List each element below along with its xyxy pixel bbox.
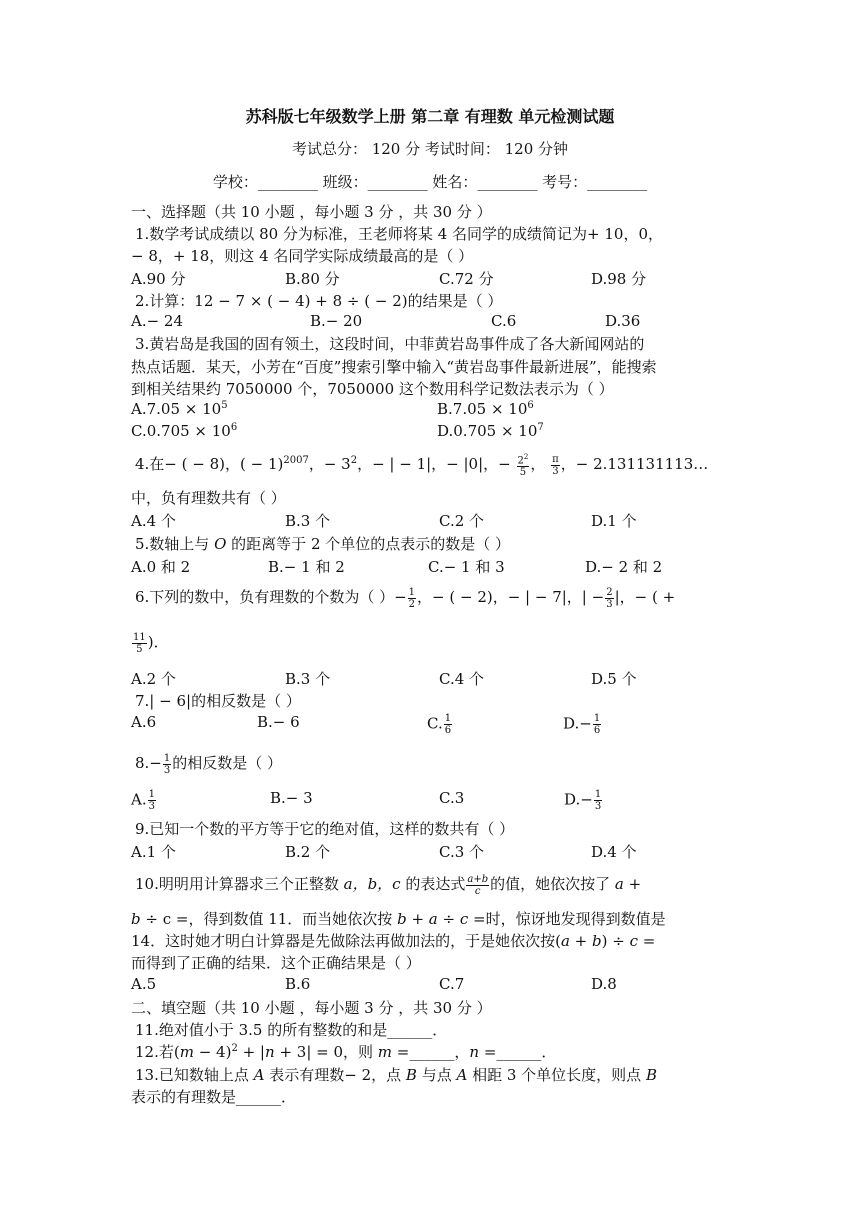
section-heading-choice: 一、选择题（共 10 小题 ，每小题 3 分 ，共 30 分 ） [131, 203, 492, 221]
fraction: $\frac{\pi}{3}$ [552, 453, 559, 477]
question-6: 6.下列的数中，负有理数的个数为（ ）− $\frac{1}{2}$ ，− ( − 2)，− | − 7|，| − $\frac{2}{3}$ |，− ( + [135, 586, 676, 610]
option-d: D.− $\frac{1}{3}$ [564, 789, 602, 812]
option-d: $D.0.705 \times 10^7$ [437, 422, 544, 440]
question-10-cont: b ÷ c =，得到数值 11．而当她依次按 b + a ÷ c =时，惊讶地发现得到数值是 [131, 910, 666, 928]
option-c: C.7 [439, 975, 465, 993]
option-b: B.− 1 和 2 [268, 558, 345, 576]
option-c: C.− 1 和 3 [428, 558, 505, 576]
fraction: $\frac{2}{3}$ [606, 586, 613, 610]
question-8: 8.− $\frac{1}{3}$ 的相反数是（ ） [135, 752, 283, 776]
question-10-cont2: 14．这时她才明白计算器是先做除法再做加法的，于是她依次按(a + b) ÷ c = [131, 932, 656, 950]
fraction: $\frac{1}{3}$ [148, 789, 155, 812]
question-12: 12.若$(m - 4)^2 + |n + 3| = 0$，则 m =______，n =______． [135, 1043, 557, 1061]
question-11: 11.绝对值小于 3.5 的所有整数的和是______． [135, 1021, 448, 1039]
option-b: B.− 6 [257, 713, 300, 731]
question-4: 4.在− ( − 8)，( − 1)$^{2007}$，− $3^2$，− | − 1|，− |0|，− $\frac{2^2}{5}$ ， $\frac{\pi}{3}$ ，− 2.131131113… [135, 453, 709, 479]
option-d: D.− 2 和 2 [585, 558, 663, 576]
fraction: $\frac{1}{3}$ [594, 789, 602, 812]
option-d: D.36 [605, 312, 641, 330]
option-c: C.2 个 [439, 512, 485, 530]
option-d: D.1 个 [591, 512, 637, 530]
option-d: D.4 个 [591, 843, 637, 861]
option-a: A.6 [131, 713, 157, 731]
option-c: C. $\frac{1}{6}$ [427, 713, 452, 736]
question-1: 1.数学考试成绩以 80 分为标准，王老师将某 4 名同学的成绩简记为+ 10，0， [135, 225, 663, 243]
option-b: B.3 个 [285, 512, 331, 530]
option-b: B.80 分 [285, 270, 340, 288]
fraction: $\frac{1}{6}$ [593, 713, 601, 736]
fraction: $\frac{1}{2}$ [408, 586, 416, 610]
page-title: 苏科版七年级数学上册 第二章 有理数 单元检测试题 [245, 107, 615, 126]
option-a: A.2 个 [131, 670, 176, 688]
option-b: B.2 个 [285, 843, 331, 861]
option-a: A.− 24 [131, 312, 184, 330]
fraction: $\frac{1}{6}$ [444, 713, 452, 736]
exam-info: 考试总分： 120 分 考试时间： 120 分钟 [291, 140, 569, 158]
option-d: D.5 个 [591, 670, 637, 688]
question-2: 2.计算：12 − 7 × ( − 4) + 8 ÷ ( − 2)的结果是（ ） [135, 292, 503, 310]
question-6-cont: $\frac{11}{5}$ )． [133, 631, 169, 655]
question-3-cont2: 到相关结果约 7050000 个，7050000 这个数用科学记数法表示为（ ） [131, 380, 614, 398]
fraction: $\frac{1}{3}$ [163, 752, 171, 776]
section-heading-fill: 二、填空题（共 10 小题 ，每小题 3 分 ，共 30 分 ） [131, 999, 492, 1017]
question-7: 7.| − 6|的相反数是（ ） [135, 692, 301, 710]
option-c: C.3 [439, 789, 465, 807]
question-3: 3.黄岩岛是我国的固有领土，这段时间，中菲黄岩岛事件成了各大新闻网站的 [135, 335, 645, 353]
option-c: C.72 分 [439, 270, 494, 288]
option-c: $C.0.705 \times 10^6$ [131, 422, 238, 440]
option-b: B.6 [285, 975, 311, 993]
option-d: D.8 [591, 975, 617, 993]
fraction: $\frac{a+b}{c}$ [467, 873, 489, 897]
option-a: A.5 [131, 975, 157, 993]
question-10: 10.明明用计算器求三个正整数 a，b，c 的表达式 $\frac{a+b}{c}$ 的值，她依次按了 a + [135, 873, 642, 897]
option-d: D.− $\frac{1}{6}$ [563, 713, 601, 736]
question-3-cont: 热点话题．某天，小芳在“百度”搜索引擎中输入“黄岩岛事件最新进展”，能搜索 [131, 358, 657, 376]
question-1-cont: − 8，+ 18，则这 4 名同学实际成绩最高的是（ ） [131, 247, 474, 265]
option-b: B.− 3 [270, 789, 313, 807]
question-10-cont3: 而得到了正确的结果．这个正确结果是（ ） [131, 954, 421, 972]
option-a: A.1 个 [131, 843, 176, 861]
fraction: $\frac{2^2}{5}$ [517, 453, 529, 479]
option-b: B.3 个 [285, 670, 331, 688]
option-c: C.3 个 [439, 843, 485, 861]
question-13: 13.已知数轴上点 A 表示有理数− 2，点 B 与点 A 相距 3 个单位长度，则点 B [135, 1066, 657, 1084]
option-c: C.6 [491, 312, 517, 330]
option-a: A.0 和 2 [131, 558, 191, 576]
option-a: A.90 分 [131, 270, 186, 288]
option-d: D.98 分 [591, 270, 647, 288]
student-info-line: 学校：________ 班级：________ 姓名：________ 考号：________ [212, 173, 648, 191]
fraction: $\frac{11}{5}$ [133, 631, 146, 655]
question-4-cont: 中，负有理数共有（ ） [131, 489, 286, 507]
option-a: $A.7.05 \times 10^5$ [131, 400, 228, 418]
question-9: 9.已知一个数的平方等于它的绝对值，这样的数共有（ ） [135, 820, 515, 838]
question-5: 5.数轴上与 O 的距离等于 2 个单位的点表示的数是（ ） [135, 535, 511, 553]
option-c: C.4 个 [439, 670, 485, 688]
option-b: B.− 20 [310, 312, 363, 330]
question-13-cont: 表示的有理数是______． [131, 1088, 297, 1106]
option-b: $B.7.05 \times 10^6$ [437, 400, 534, 418]
option-a: A.4 个 [131, 512, 176, 530]
option-a: A. $\frac{1}{3}$ [131, 789, 155, 812]
